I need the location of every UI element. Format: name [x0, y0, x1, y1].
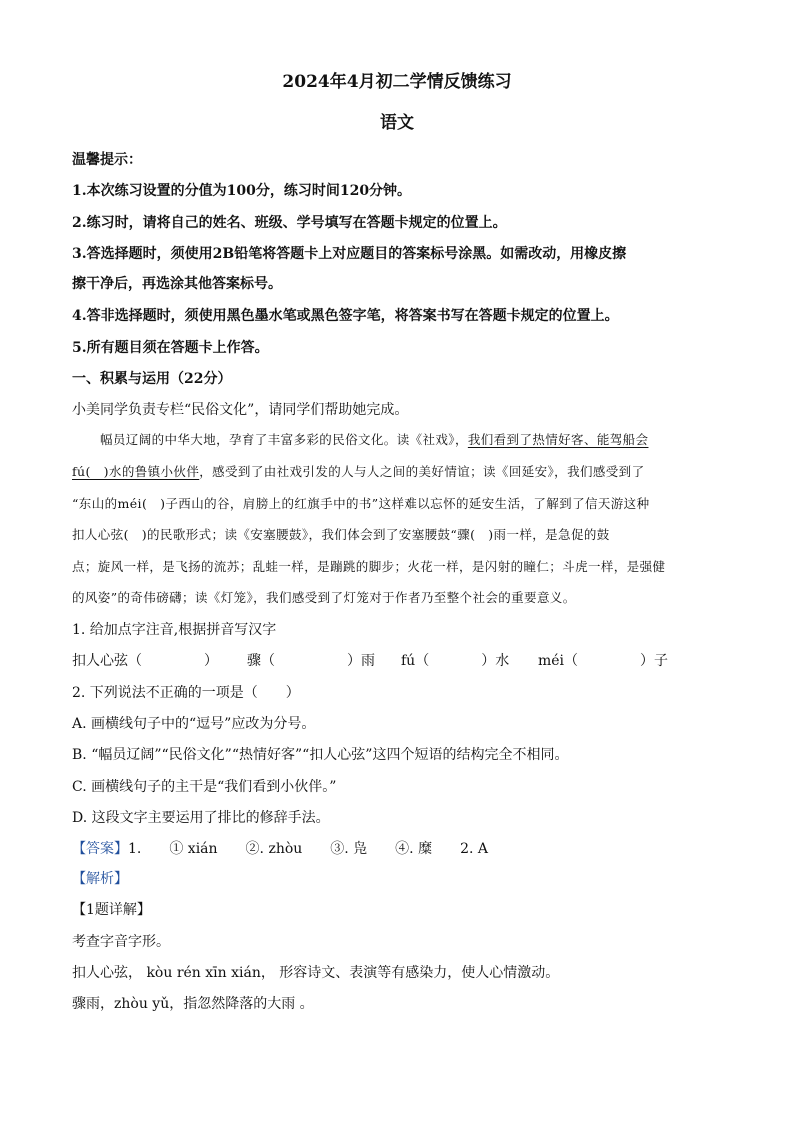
- underlined-sentence: fú( )水的鲁镇小伙伴: [72, 464, 200, 479]
- q1-close: ）子: [640, 653, 669, 669]
- passage-line: 点；旋风一样，是飞扬的流苏；乱蛙一样，是蹦跳的脚步；火花一样，是闪射的瞳仁；斗虎一样，是强健: [72, 559, 666, 574]
- passage-line: 的风姿”的奇伟磅礴；读《灯笼》，我们感受到了灯笼对于作者乃至整个社会的重要意义。: [72, 590, 576, 605]
- passage-line: [100, 430, 648, 450]
- passage-text: ，感受到了由社戏引发的人与人之间的美好情谊；读《回延安》，我们感受到了: [199, 464, 645, 479]
- answer-tag: 【答案】: [72, 841, 128, 857]
- q1-item: [247, 651, 375, 671]
- q1-word: 骤（: [247, 653, 275, 669]
- analysis-line: 扣人心弦， kòu rén xīn xián， 形容诗文、表演等有感染力，使人心情激动。: [72, 965, 560, 981]
- option-a: A. 画横线句子中的“逗号”应改为分号。: [72, 716, 316, 732]
- q1-item: [401, 651, 509, 671]
- passage-line: “东山的méi( )子西山的谷，肩膀上的红旗手中的书”这样难以忘怀的延安生活，了解到了信天游这种: [72, 496, 650, 511]
- analysis-tag: 【解析】: [72, 871, 128, 887]
- q1-item: [72, 651, 218, 671]
- subject-title: 语文: [380, 113, 414, 133]
- analysis-line: 考查字音字形。: [72, 934, 170, 950]
- tip-item: 擦干净后，再选涂其他答案标号。: [72, 276, 282, 292]
- tip-item: 5.所有题目须在答题卡上作答。: [72, 340, 269, 356]
- passage-line: [72, 462, 645, 482]
- underlined-sentence: 我们看到了热情好客、能驾船会: [467, 432, 649, 447]
- tip-item: 1.本次练习设置的分值为100分，练习时间120分钟。: [72, 183, 412, 199]
- answer-text: 1. ① xián ②. zhòu ③. 凫 ④. 糜 2. A: [128, 841, 488, 857]
- tip-item: 2.练习时，请将自己的姓名、班级、学号填写在答题卡规定的位置上。: [72, 215, 507, 231]
- q1-word: fú（: [401, 653, 430, 669]
- option-b: B. “幅员辽阔”“民俗文化”“热情好客”“扣人心弦”这四个短语的结构完全不相同。: [72, 747, 569, 763]
- analysis-subheading: 【1题详解】: [72, 902, 151, 918]
- q1-close: ）: [204, 653, 218, 669]
- q1-word: 扣人心弦（: [72, 653, 142, 669]
- section-intro: 小美同学负责专栏“民俗文化”，请同学们帮助她完成。: [72, 402, 409, 418]
- section-heading: 一、积累与运用（22分）: [72, 371, 232, 387]
- option-d: D. 这段文字主要运用了排比的修辞手法。: [72, 810, 330, 826]
- question-stem: 2. 下列说法不正确的一项是（ ）: [72, 685, 300, 701]
- q1-close: ）水: [481, 653, 510, 669]
- question-stem: 1. 给加点字注音,根据拼音写汉字: [72, 622, 277, 638]
- tips-heading: 温馨提示：: [72, 152, 142, 168]
- q1-item: [538, 651, 668, 671]
- option-c: C. 画横线句子的主干是“我们看到小伙伴。”: [72, 779, 337, 795]
- q1-close: ）雨: [347, 653, 375, 669]
- tip-item: 4.答非选择题时，须使用黑色墨水笔或黑色签字笔，将答案书写在答题卡规定的位置上。: [72, 308, 619, 324]
- passage-text: 幅员辽阔的中华大地，孕育了丰富多彩的民俗文化。读《社戏》，: [100, 432, 468, 447]
- analysis-line: 骤雨，zhòu yǔ，指忽然降落的大雨 。: [72, 996, 314, 1012]
- page-title: 2024年4月初二学情反馈练习: [282, 72, 512, 92]
- tip-item: 3.答选择题时，须使用2B铅笔将答题卡上对应题目的答案标号涂黑。如需改动，用橡皮擦: [72, 246, 627, 262]
- q1-word: méi（: [538, 653, 579, 669]
- answer-line: [72, 839, 488, 859]
- passage-line: 扣人心弦( )的民歌形式；读《安塞腰鼓》，我们体会到了安塞腰鼓“骤( )雨一样，是急促的鼓: [72, 527, 610, 542]
